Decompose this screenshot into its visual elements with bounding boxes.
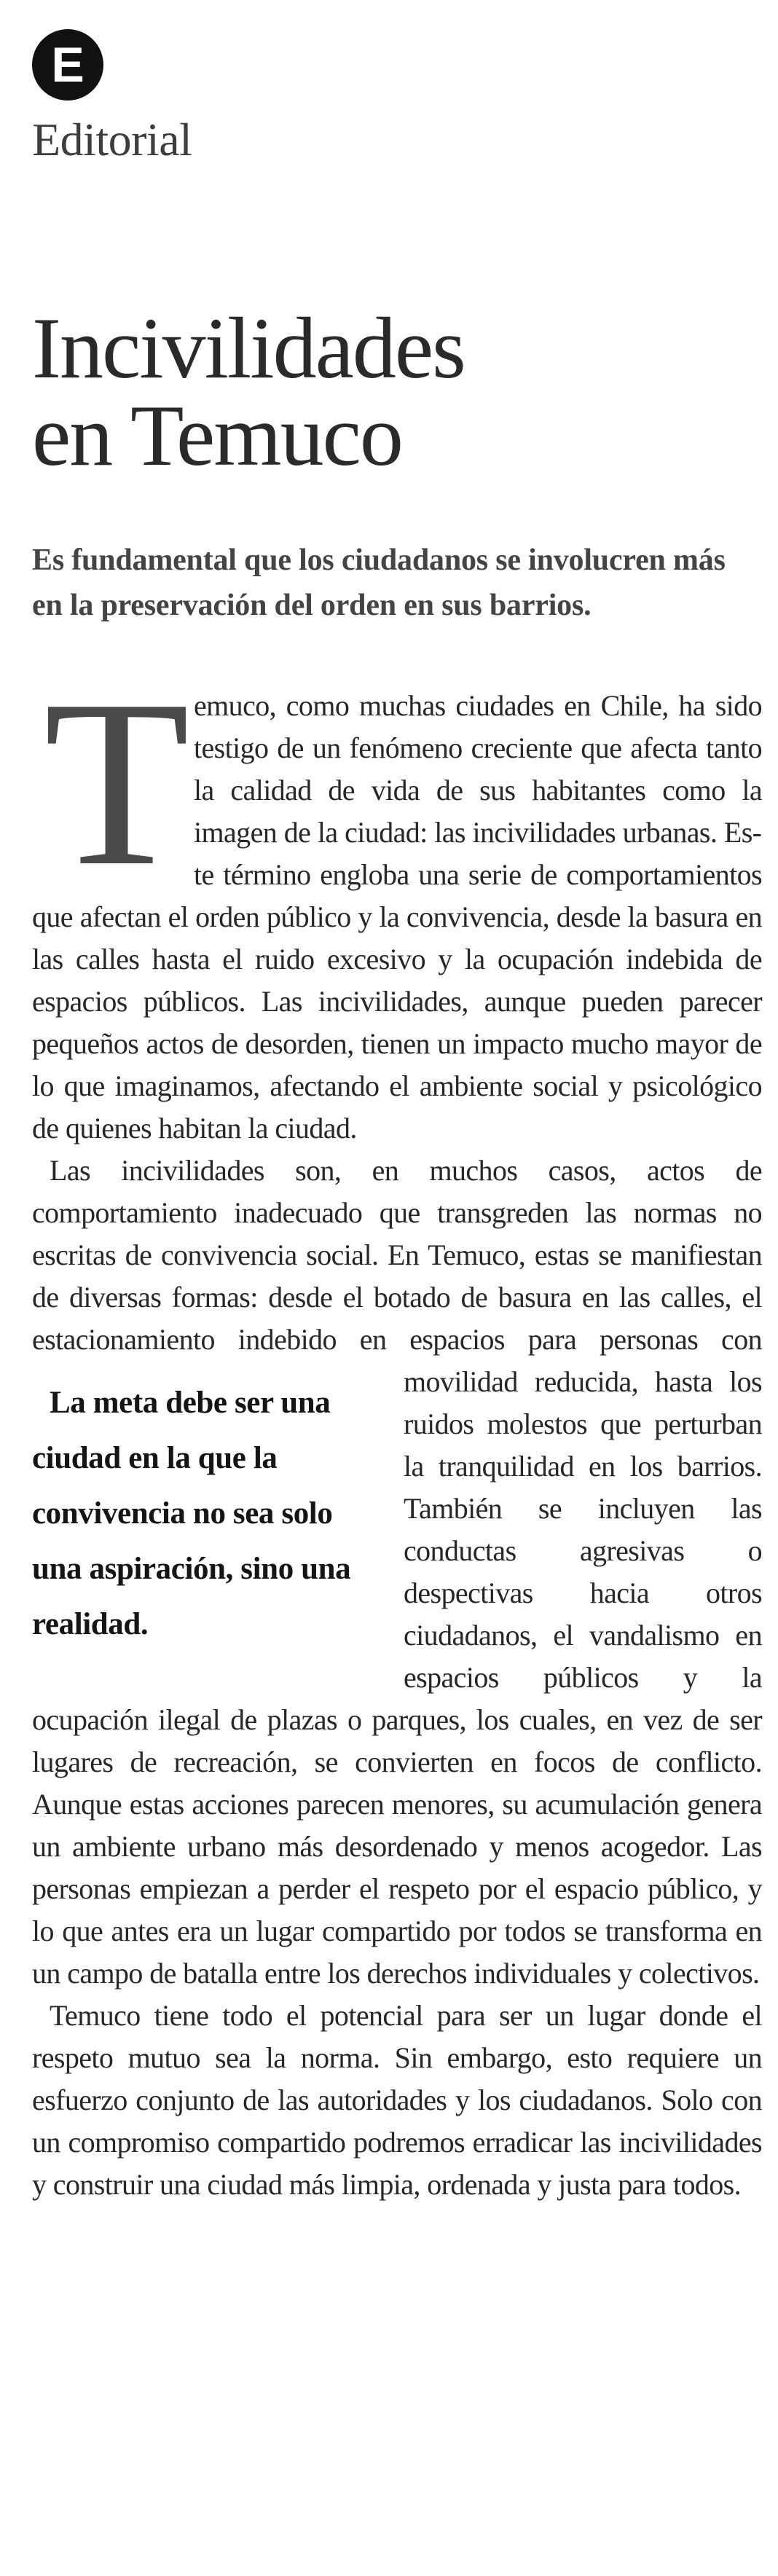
drop-cap: T [44, 651, 189, 916]
deck: Es fundamental que los ciudadanos se involucren más en la preservación del orden en sus barrios. [32, 543, 726, 623]
paragraph-3 [32, 1995, 762, 2206]
section-label: Editorial [32, 114, 192, 165]
pull-quote: La meta debe ser una ciudad en la que la convivencia no sea solo una aspiración, sino una realidad. [32, 1386, 351, 1642]
headline-line-2: en Temuco [32, 387, 402, 484]
paragraph-3-text: Temuco tiene todo el potencial para ser un lugar donde el respeto mutuo sea la norma. Sin embargo, esto requiere un esfuerzo conjunto de las autoridades y los ciudadanos. Solo con un compromiso compartido podremos erradicar las incivilidades y construir una ciudad más limpia, ordenada y justa para todos. [32, 1999, 762, 2202]
paragraph-1 [32, 651, 762, 1150]
paragraph-2 [32, 1150, 762, 1995]
paragraph-1-text: emuco, como muchas ciudades en Chile, ha sido testigo de un fenómeno creciente que afecta tanto la calidad de vida de sus habitantes como la imagen de la ciudad: las incivilidades urbanas. Este término engloba una serie de comportamientos que afectan el orden público y la convivencia, desde la basura en las calles hasta el ruido excesivo y la ocupación indebida de espacios públicos. Las incivilidades, aunque pueden parecer pequeños actos de desorden, tienen un impacto mucho mayor de lo que imaginamos, afectando el ambiente social y psicológico de quienes habitan la ciudad. [32, 689, 762, 1145]
headline [32, 299, 762, 484]
article-body [32, 651, 762, 2206]
paragraph-2-text: Las incivilidades son, en muchos casos, actos de comportamiento inadecuado que transgreden las normas no escritas de convivencia social. En Temuco, estas se manifiestan de diversas formas: desde el botado de basura en las calles, el estacionamiento indebido en espacios para personas con movilidad re La meta debe ser una ciudad en la que la convivencia no sea solo una aspiración, sino una realidad. ducida, hasta los ruidos molestos que perturban la tranquilidad en los barrios. También se incluyen las conductas agresivas o despectivas hacia otros ciudadanos, el vandalismo en espacios públicos y la ocupación ilegal de plazas o parques, los cuales, en vez de ser lugares de recreación, se convierten en focos de conflicto. Aunque estas acciones parecen menores, su acumulación genera un ambiente urbano más desordenado y menos acogedor. Las personas empiezan a perder el respeto por el espacio público, y lo que antes era un lugar compartido por todos se transforma en un campo de batalla entre los derechos individuales y colectivos. [32, 1154, 762, 1990]
headline-line-1: Incivilidades [32, 299, 465, 396]
section-logo: E [32, 29, 103, 101]
